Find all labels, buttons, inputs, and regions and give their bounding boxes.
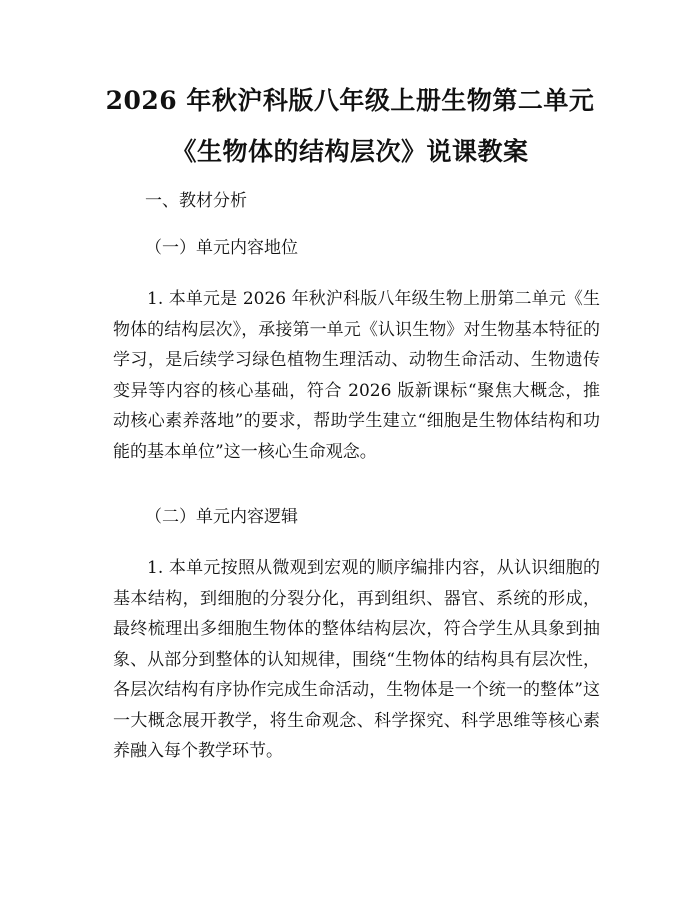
paragraph-unit-logic: 1. 本单元按照从微观到宏观的顺序编排内容，从认识细胞的基本结构，到细胞的分裂分化，再到组织、器官、系统的形成，最终梳理出多细胞生物体的整体结构层次，符合学生从具象到抽象、从部分到整体的认知规律，围绕“生物体的结构具有层次性，各层次结构有序协作完成生命活动，生物体是一个统一的整体”这一大概念展开教学，将生命观念、科学探究、科学思维等核心素养融入每个教学环节。 — [113, 558, 600, 761]
section-heading-textbook-analysis: 一、教材分析 — [145, 191, 247, 211]
subsection-heading-unit-position: （一）单元内容地位 — [145, 238, 298, 258]
document-title-line-2: 《生物体的结构层次》说课教案 — [171, 137, 529, 166]
paragraph-unit-position: 1. 本单元是 2026 年秋沪科版八年级生物上册第二单元《生物体的结构层次》，承接第一单元《认识生物》对生物基本特征的学习，是后续学习绿色植物生理活动、动物生命活动、生物遗传变异等内容的核心基础，符合 2026 版新课标“聚焦大概念，推动核心素养落地”的要求，帮助学生建立“细胞是生物体结构和功能的基本单位”这一核心生命观念。 — [113, 289, 600, 462]
subsection-heading-unit-logic: （二）单元内容逻辑 — [145, 507, 298, 527]
document-title-line-1: 2026 年秋沪科版八年级上册生物第二单元 — [105, 86, 595, 115]
